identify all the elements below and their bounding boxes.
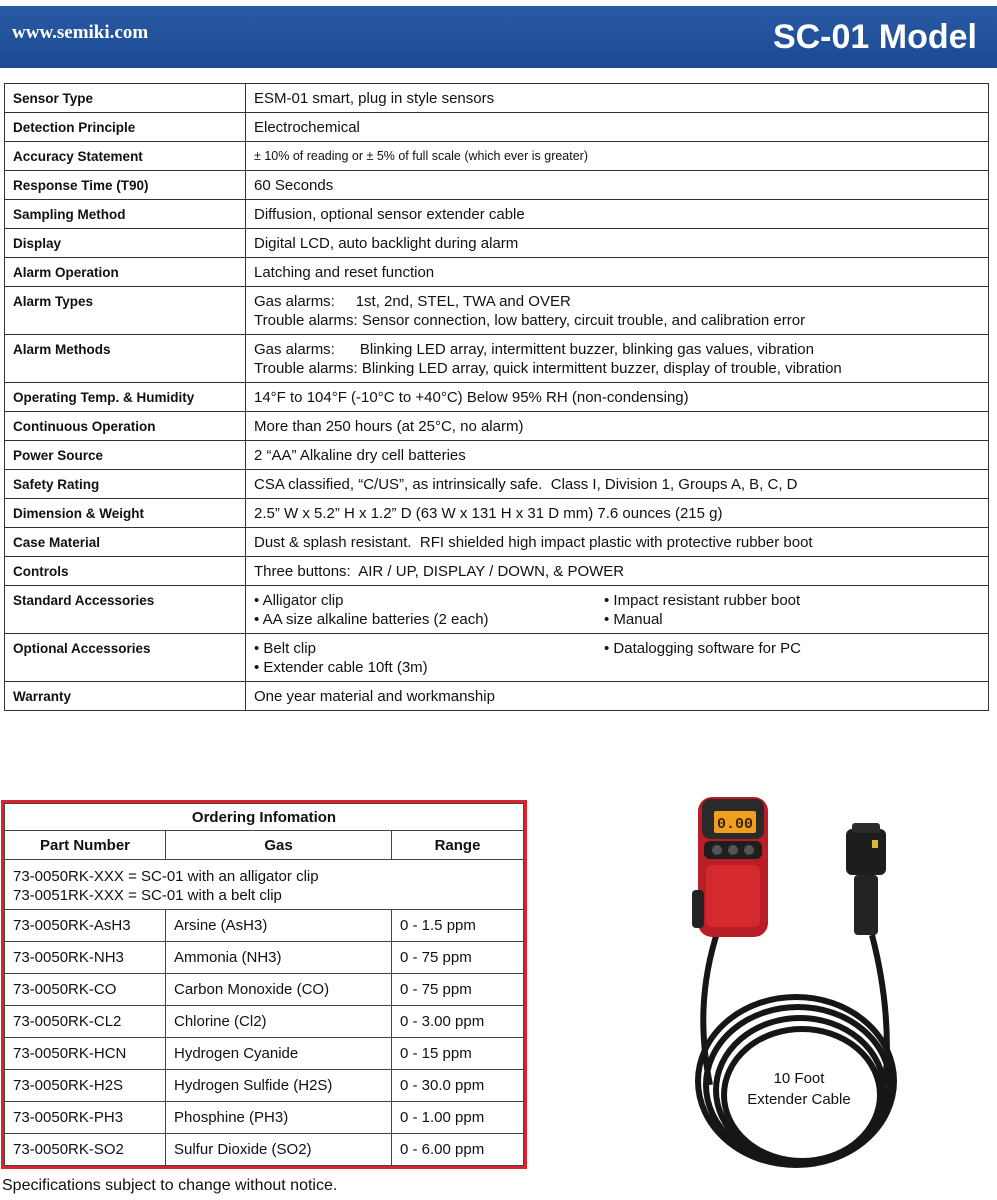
spec-label: Case Material — [5, 528, 246, 557]
spec-row — [5, 142, 989, 171]
spec-label: Dimension & Weight — [5, 499, 246, 528]
order-cell-part: 73-0050RK-NH3 — [5, 942, 166, 974]
accessory-item: • Belt clip — [254, 640, 316, 657]
table-row — [5, 1038, 524, 1070]
spec-label: Alarm Operation — [5, 258, 246, 287]
table-row — [5, 1134, 524, 1166]
order-cell-part: 73-0050RK-PH3 — [5, 1102, 166, 1134]
spec-value — [246, 528, 989, 557]
accessory-item: • Alligator clip — [254, 592, 344, 609]
order-cell-gas: Ammonia (NH3) — [166, 942, 392, 974]
ordering-note-line: 73-0051RK-XXX = SC-01 with a belt clip — [13, 886, 282, 904]
spec-row — [5, 470, 989, 499]
order-cell-gas: Phosphine (PH3) — [166, 1102, 392, 1134]
spec-value-line: Gas alarms: 1st, 2nd, STEL, TWA and OVER — [254, 293, 571, 310]
order-cell-gas: Hydrogen Sulfide (H2S) — [166, 1070, 392, 1102]
order-cell-range: 0 - 75 ppm — [392, 974, 524, 1006]
spec-label: Detection Principle — [5, 113, 246, 142]
spec-label: Power Source — [5, 441, 246, 470]
spec-row-optional-accessories — [5, 634, 989, 682]
cable-connector-icon — [846, 823, 886, 935]
spec-value — [246, 200, 989, 229]
spec-value-line: More than 250 hours (at 25°C, no alarm) — [254, 418, 524, 435]
spec-label: Standard Accessories — [5, 586, 246, 634]
accessory-item: • AA size alkaline batteries (2 each) — [254, 611, 489, 628]
spec-row-standard-accessories — [5, 586, 989, 634]
accessory-item: • Impact resistant rubber boot — [604, 592, 801, 609]
accessory-item: • Extender cable 10ft (3m) — [254, 659, 428, 676]
table-row — [5, 974, 524, 1006]
order-cell-range: 0 - 1.00 ppm — [392, 1102, 524, 1134]
col-header-part-number: Part Number — [5, 831, 166, 860]
spec-value-line: CSA classified, “C/US”, as intrinsically safe. Class I, Division 1, Groups A, B, C, D — [254, 476, 798, 493]
ordering-title: Ordering Infomation — [5, 804, 524, 831]
spec-row — [5, 441, 989, 470]
order-cell-range: 0 - 6.00 ppm — [392, 1134, 524, 1166]
spec-value-line: Trouble alarms: Blinking LED array, quick intermittent buzzer, display of trouble, vibration — [254, 360, 842, 377]
spec-value — [246, 412, 989, 441]
cable-label-line: 10 Foot — [773, 1070, 825, 1087]
spec-table — [4, 83, 989, 711]
spec-row — [5, 383, 989, 412]
order-cell-gas: Chlorine (Cl2) — [166, 1006, 392, 1038]
spec-row — [5, 113, 989, 142]
spec-value — [246, 258, 989, 287]
spec-label: Response Time (T90) — [5, 171, 246, 200]
ordering-note — [5, 860, 524, 910]
spec-row — [5, 499, 989, 528]
spec-row-warranty — [5, 682, 989, 711]
order-cell-part: 73-0050RK-CO — [5, 974, 166, 1006]
spec-label: Alarm Methods — [5, 335, 246, 383]
order-cell-part: 73-0050RK-AsH3 — [5, 910, 166, 942]
order-cell-range: 0 - 75 ppm — [392, 942, 524, 974]
table-row — [5, 942, 524, 974]
lcd-reading: 0.00 — [716, 816, 754, 833]
order-cell-range: 0 - 30.0 ppm — [392, 1070, 524, 1102]
ordering-table — [4, 803, 524, 1166]
spec-label: Accuracy Statement — [5, 142, 246, 171]
spec-value: One year material and workmanship — [246, 682, 989, 711]
order-cell-gas: Carbon Monoxide (CO) — [166, 974, 392, 1006]
spec-value-line: Diffusion, optional sensor extender cable — [254, 206, 525, 223]
order-cell-part: 73-0050RK-H2S — [5, 1070, 166, 1102]
col-header-range: Range — [392, 831, 524, 860]
spec-row — [5, 528, 989, 557]
spec-value — [246, 499, 989, 528]
spec-value-line: 2 “AA” Alkaline dry cell batteries — [254, 447, 466, 464]
spec-value — [246, 470, 989, 499]
spec-row — [5, 258, 989, 287]
spec-label: Controls — [5, 557, 246, 586]
spec-value-line: Latching and reset function — [254, 264, 435, 281]
cable-label-line: Extender Cable — [747, 1091, 851, 1108]
spec-label: Sampling Method — [5, 200, 246, 229]
order-cell-part: 73-0050RK-SO2 — [5, 1134, 166, 1166]
accessory-item: • Manual — [604, 611, 663, 628]
spec-value — [246, 441, 989, 470]
spec-value-line: ± 10% of reading or ± 5% of full scale (which ever is greater) — [254, 149, 589, 163]
spec-value-line: Dust & splash resistant. RFI shielded high impact plastic with protective rubber boot — [254, 534, 813, 551]
order-cell-gas: Sulfur Dioxide (SO2) — [166, 1134, 392, 1166]
cable-label — [740, 1068, 858, 1110]
order-cell-gas: Arsine (AsH3) — [166, 910, 392, 942]
spec-value-line: ESM-01 smart, plug in style sensors — [254, 90, 495, 107]
spec-value — [246, 84, 989, 113]
spec-label: Alarm Types — [5, 287, 246, 335]
model-title: SC-01 Model — [772, 18, 977, 56]
product-photo — [640, 785, 940, 1185]
spec-row — [5, 412, 989, 441]
spec-label: Display — [5, 229, 246, 258]
spec-value-line: Gas alarms: Blinking LED array, intermittent buzzer, blinking gas values, vibration — [254, 341, 814, 358]
spec-value-line: 14°F to 104°F (-10°C to +40°C) Below 95% RH (non-condensing) — [254, 389, 689, 406]
order-cell-gas: Hydrogen Cyanide — [166, 1038, 392, 1070]
spec-row — [5, 229, 989, 258]
spec-value-line: Three buttons: AIR / UP, DISPLAY / DOWN, & POWER — [254, 563, 625, 580]
ordering-note-line: 73-0050RK-XXX = SC-01 with an alligator clip — [13, 867, 319, 885]
spec-value-line: Digital LCD, auto backlight during alarm — [254, 235, 519, 252]
ordering-info-box — [1, 800, 527, 1169]
order-cell-range: 0 - 15 ppm — [392, 1038, 524, 1070]
header-banner — [0, 6, 997, 68]
spec-value — [246, 287, 989, 335]
spec-row — [5, 200, 989, 229]
footnote: Specifications subject to change without notice. — [2, 1177, 338, 1194]
order-cell-part: 73-0050RK-CL2 — [5, 1006, 166, 1038]
spec-label: Continuous Operation — [5, 412, 246, 441]
table-row — [5, 910, 524, 942]
spec-value — [246, 383, 989, 412]
spec-label: Sensor Type — [5, 84, 246, 113]
table-row — [5, 1006, 524, 1038]
site-url[interactable]: www.semiki.com — [12, 22, 149, 43]
order-cell-part: 73-0050RK-HCN — [5, 1038, 166, 1070]
spec-value — [246, 171, 989, 200]
spec-value — [246, 586, 989, 634]
spec-value — [246, 229, 989, 258]
spec-value-line: 60 Seconds — [254, 177, 334, 194]
spec-value — [246, 634, 989, 682]
spec-label: Operating Temp. & Humidity — [5, 383, 246, 412]
order-cell-range: 0 - 1.5 ppm — [392, 910, 524, 942]
order-cell-range: 0 - 3.00 ppm — [392, 1006, 524, 1038]
spec-label: Warranty — [5, 682, 246, 711]
spec-row — [5, 171, 989, 200]
accessory-item: • Datalogging software for PC — [604, 640, 802, 657]
spec-row — [5, 84, 989, 113]
spec-value — [246, 557, 989, 586]
spec-value-line: Trouble alarms: Sensor connection, low battery, circuit trouble, and calibration error — [254, 312, 806, 329]
coiled-cable-icon — [698, 930, 894, 1165]
spec-value-line: Electrochemical — [254, 119, 360, 136]
spec-value — [246, 335, 989, 383]
spec-value-line: 2.5” W x 5.2” H x 1.2” D (63 W x 131 H x 31 D mm) 7.6 ounces (215 g) — [254, 505, 723, 522]
spec-row — [5, 557, 989, 586]
table-row — [5, 1070, 524, 1102]
spec-label: Optional Accessories — [5, 634, 246, 682]
spec-value — [246, 142, 989, 171]
spec-row — [5, 287, 989, 335]
gas-detector-device-icon — [692, 797, 768, 937]
spec-row — [5, 335, 989, 383]
spec-value — [246, 113, 989, 142]
col-header-gas: Gas — [166, 831, 392, 860]
table-row — [5, 1102, 524, 1134]
spec-label: Safety Rating — [5, 470, 246, 499]
